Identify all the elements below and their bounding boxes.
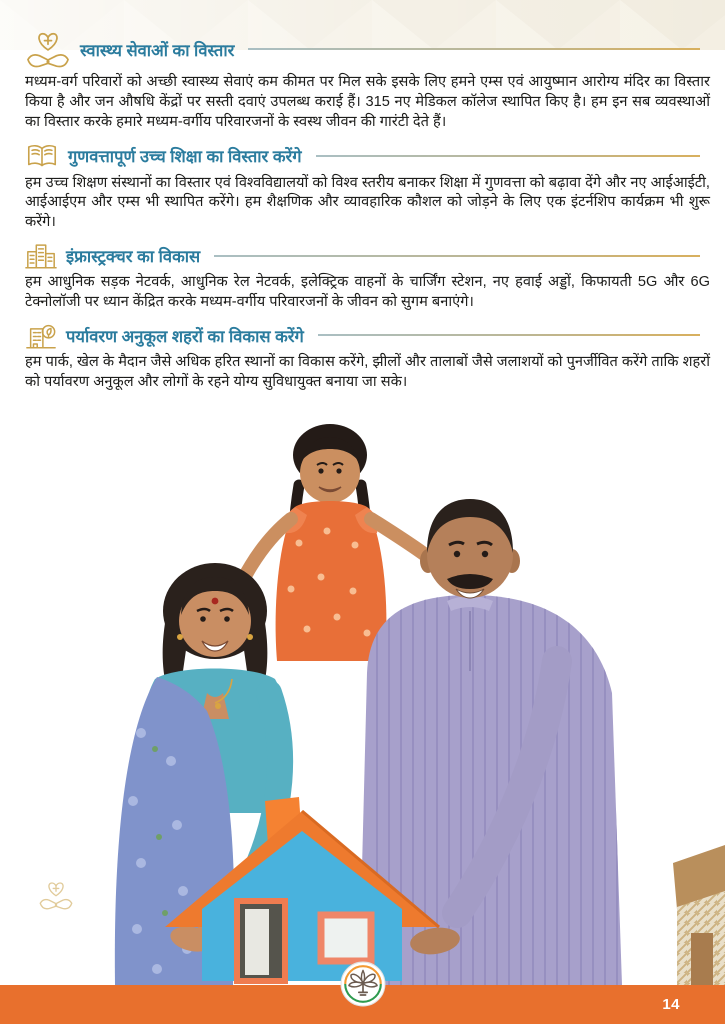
heading-rule [214, 255, 700, 257]
eco-city-leaf-icon [25, 321, 57, 350]
page-content [25, 28, 710, 400]
section-infrastructure-heading-row [25, 241, 710, 270]
section-infrastructure-body: हम आधुनिक सड़क नेटवर्क, आधुनिक रेल नेटवर्क, इलेक्ट्रिक वाहनों के चार्जिंग स्टेशन, नए हवाई अड्डों, किफायती 5G और 6G टेक्नोलॉजी पर ध्यान केंद्रित करके मध्यम-वर्गीय परिवारजनों के जीवन को सुगम बनाएंगे। [25, 274, 710, 310]
charpai-cot [673, 845, 725, 985]
hands-holding-medical-heart-icon [25, 28, 71, 70]
bjp-lotus-logo [340, 961, 386, 1007]
family-photo [37, 393, 725, 985]
heading-rule [316, 155, 700, 157]
heading-rule [248, 48, 700, 50]
section-environment-heading: पर्यावरण अनुकूल शहरों का विकास करेंगे [66, 327, 304, 346]
section-education-heading: गुणवत्तापूर्ण उच्च शिक्षा का विस्तार करेंगे [68, 148, 302, 167]
page-number: 14 [662, 996, 680, 1013]
section-environment-body: हम पार्क, खेल के मैदान जैसे अधिक हरित स्थानों का विकास करेंगे, झीलों और तालाबों जैसे जलाशयों को पुनर्जीवित करेंगे ताकि शहरों को पर्यावरण अनुकूल और लोगों के रहने योग्य सुविधायुक्त बनाया जा सके। [25, 353, 710, 390]
section-infrastructure-heading: इंफ्रास्ट्रक्चर का विकास [66, 248, 201, 267]
hands-heart-watermark-icon [38, 874, 74, 916]
section-health-heading-row [25, 28, 710, 70]
open-book-icon [25, 141, 59, 171]
section-health-heading: स्वास्थ्य सेवाओं का विस्तार [80, 41, 235, 60]
section-environment-heading-row [25, 321, 710, 350]
heading-rule [318, 334, 700, 336]
section-education-heading-row [25, 141, 710, 171]
section-health-body: मध्यम-वर्ग परिवारों को अच्छी स्वास्थ्य सेवाएं कम कीमत पर मिल सके इसके लिए हमने एम्स एवं आयुष्मान आरोग्य मंदिर का विस्तार किया है और जन औषधि केंद्रों पर सस्ती दवाएं उपलब्ध कराई हैं। 315 नए मेडिकल कॉलेज स्थापित किए है। हम इन सब व्यवस्थाओं का विस्तार करके हमारे मध्यम-वर्गीय परिवारजनों के स्वस्थ जीवन की गारंटी देते हैं। [25, 74, 710, 130]
section-education-body: हम उच्च शिक्षण संस्थानों का विस्तार एवं विश्वविद्यालयों को विश्व स्तरीय बनाकर शिक्षा में गुणवत्ता को बढ़ावा देंगे और नए आईआईटी, आईआईएम और एम्स भी स्थापित करेंगे। हम शैक्षणिक और व्यावहारिक कौशल को जोड़ने के लिए एक इंटर्नशिप कार्यक्रम भी शुरू करेंगे। [25, 174, 710, 231]
city-buildings-icon [25, 241, 57, 270]
